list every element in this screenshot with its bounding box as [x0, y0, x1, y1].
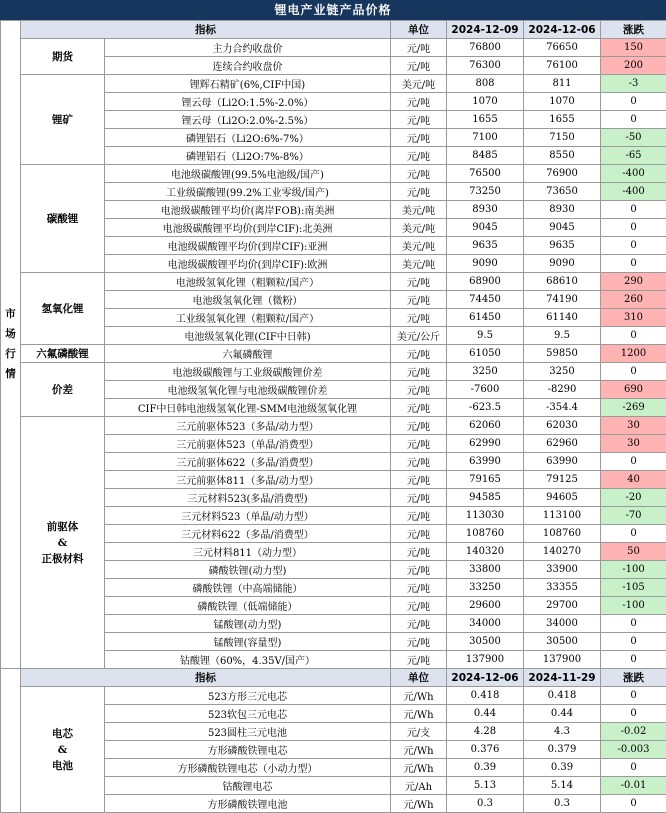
unit-cell: 元/吨 [391, 453, 447, 471]
change-cell: 0 [601, 453, 666, 471]
value-date2: 33355 [524, 579, 601, 597]
header-name: 指标 [21, 669, 391, 687]
unit-cell: 元/吨 [391, 183, 447, 201]
change-cell: -400 [601, 165, 666, 183]
indicator-name: 电池级氢氧化锂(CIF中日韩) [105, 327, 391, 345]
unit-cell: 美元/吨 [391, 219, 447, 237]
category-line: 正极材料 [23, 551, 102, 567]
indicator-name: 磷锂铝石（Li2O:7%-8%） [105, 147, 391, 165]
change-cell: 0 [601, 651, 666, 669]
value-date1: 63990 [447, 453, 524, 471]
unit-cell: 元/吨 [391, 273, 447, 291]
value-date2: 1655 [524, 111, 601, 129]
unit-cell: 元/吨 [391, 579, 447, 597]
header-unit: 单位 [391, 669, 447, 687]
unit-cell: 美元/公斤 [391, 327, 447, 345]
unit-cell: 元/吨 [391, 165, 447, 183]
value-date2: 3250 [524, 363, 601, 381]
change-cell: 260 [601, 291, 666, 309]
unit-cell: 元/吨 [391, 291, 447, 309]
value-date2: 68610 [524, 273, 601, 291]
unit-cell: 元/吨 [391, 525, 447, 543]
header-name: 指标 [21, 21, 391, 39]
indicator-name: 磷酸铁锂（低端储能） [105, 597, 391, 615]
change-cell: -0.003 [601, 741, 666, 759]
table-row [1, 417, 666, 435]
unit-cell: 元/吨 [391, 471, 447, 489]
indicator-name: 三元前驱体523（单晶/消费型） [105, 435, 391, 453]
value-date1: 0.44 [447, 705, 524, 723]
category-line: 前驱体 [23, 519, 102, 535]
change-cell: 0 [601, 615, 666, 633]
change-cell: 0 [601, 255, 666, 273]
value-date2: 76900 [524, 165, 601, 183]
side-label [1, 669, 21, 813]
value-date2: 9045 [524, 219, 601, 237]
header-date2: 2024-11-29 [524, 669, 601, 687]
change-cell: 0 [601, 201, 666, 219]
unit-cell: 元/吨 [391, 39, 447, 57]
value-date2: 113100 [524, 507, 601, 525]
side-label [1, 21, 21, 669]
value-date1: 30500 [447, 633, 524, 651]
change-cell: 0 [601, 93, 666, 111]
unit-cell: 元/Wh [391, 687, 447, 705]
indicator-name: 三元前驱体523（多晶/动力型） [105, 417, 391, 435]
change-cell: 0 [601, 633, 666, 651]
value-date2: 0.418 [524, 687, 601, 705]
indicator-name: 钴酸锂（60%，4.35V/国产） [105, 651, 391, 669]
value-date2: 79125 [524, 471, 601, 489]
unit-cell: 元/吨 [391, 381, 447, 399]
category-cell [21, 417, 105, 669]
value-date1: 5.13 [447, 777, 524, 795]
value-date1: 1070 [447, 93, 524, 111]
value-date2: 5.14 [524, 777, 601, 795]
report-title: 锂电产业链产品价格 [0, 0, 666, 20]
indicator-name: 电池级碳酸锂平均价(到岸CIF):亚洲 [105, 237, 391, 255]
value-date2: 59850 [524, 345, 601, 363]
change-cell: 40 [601, 471, 666, 489]
indicator-name: 锂云母（Li2O:1.5%-2.0%） [105, 93, 391, 111]
value-date2: 0.39 [524, 759, 601, 777]
change-cell: 0 [601, 525, 666, 543]
value-date2: 9090 [524, 255, 601, 273]
value-date2: 7150 [524, 129, 601, 147]
unit-cell: 元/吨 [391, 561, 447, 579]
value-date2: 1070 [524, 93, 601, 111]
category-cell: 锂矿 [21, 75, 105, 165]
change-cell: 0 [601, 705, 666, 723]
unit-cell: 元/吨 [391, 507, 447, 525]
unit-cell: 美元/吨 [391, 237, 447, 255]
value-date2: 63990 [524, 453, 601, 471]
value-date1: 8485 [447, 147, 524, 165]
change-cell: -0.01 [601, 777, 666, 795]
value-date1: 7100 [447, 129, 524, 147]
indicator-name: 连续合约收盘价 [105, 57, 391, 75]
change-cell: 290 [601, 273, 666, 291]
category-cell: 六氟磷酸锂 [21, 345, 105, 363]
indicator-name: 锂辉石精矿(6%,CIF中国) [105, 75, 391, 93]
change-cell: 0 [601, 759, 666, 777]
header-row [1, 669, 666, 687]
value-date1: -7600 [447, 381, 524, 399]
value-date1: 3250 [447, 363, 524, 381]
unit-cell: 元/Wh [391, 759, 447, 777]
change-cell: -50 [601, 129, 666, 147]
value-date1: 9045 [447, 219, 524, 237]
unit-cell: 元/吨 [391, 363, 447, 381]
value-date1: 1655 [447, 111, 524, 129]
change-cell: 0 [601, 327, 666, 345]
value-date2: 61140 [524, 309, 601, 327]
price-table-cells [0, 668, 666, 813]
unit-cell: 元/吨 [391, 93, 447, 111]
unit-cell: 元/吨 [391, 633, 447, 651]
indicator-name: CIF中日韩电池级氢氧化锂-SMM电池级氢氧化锂 [105, 399, 391, 417]
category-cell [21, 687, 105, 813]
unit-cell: 元/Ah [391, 777, 447, 795]
change-cell: -100 [601, 597, 666, 615]
unit-cell: 元/吨 [391, 111, 447, 129]
indicator-name: 工业级氢氧化锂（粗颗粒/国产） [105, 309, 391, 327]
indicator-name: 523方形三元电芯 [105, 687, 391, 705]
change-cell: 0 [601, 219, 666, 237]
value-date1: 9090 [447, 255, 524, 273]
indicator-name: 电池级氢氧化锂（粗颗粒/国产） [105, 273, 391, 291]
indicator-name: 三元前驱体622（多晶/消费型） [105, 453, 391, 471]
value-date1: 73250 [447, 183, 524, 201]
header-date1: 2024-12-06 [447, 669, 524, 687]
value-date2: 137900 [524, 651, 601, 669]
change-cell: -105 [601, 579, 666, 597]
value-date1: 76300 [447, 57, 524, 75]
unit-cell: 元/吨 [391, 651, 447, 669]
value-date1: 9.5 [447, 327, 524, 345]
value-date1: 33800 [447, 561, 524, 579]
indicator-name: 三元前驱体811（多晶/动力型） [105, 471, 391, 489]
value-date1: 0.39 [447, 759, 524, 777]
value-date1: 76500 [447, 165, 524, 183]
change-cell: -269 [601, 399, 666, 417]
change-cell: -65 [601, 147, 666, 165]
indicator-name: 锰酸锂(容量型) [105, 633, 391, 651]
unit-cell: 元/吨 [391, 399, 447, 417]
value-date2: 29700 [524, 597, 601, 615]
value-date1: 76800 [447, 39, 524, 57]
header-unit: 单位 [391, 21, 447, 39]
category-line: & [23, 535, 102, 551]
change-cell: 690 [601, 381, 666, 399]
unit-cell: 美元/吨 [391, 255, 447, 273]
header-date1: 2024-12-09 [447, 21, 524, 39]
value-date1: 62060 [447, 417, 524, 435]
value-date2: 0.44 [524, 705, 601, 723]
category-cell: 价差 [21, 363, 105, 417]
price-table-main [0, 20, 666, 669]
indicator-name: 电池级碳酸锂平均价(离岸FOB):南美洲 [105, 201, 391, 219]
value-date2: 9.5 [524, 327, 601, 345]
indicator-name: 三元材料523(多晶/消费型) [105, 489, 391, 507]
category-line: 电池 [23, 758, 102, 774]
indicator-name: 锂云母（Li2O:2.0%-2.5%） [105, 111, 391, 129]
unit-cell: 元/支 [391, 723, 447, 741]
unit-cell: 元/吨 [391, 435, 447, 453]
indicator-name: 电池级碳酸锂与工业级碳酸锂价差 [105, 363, 391, 381]
table-row [1, 75, 666, 93]
unit-cell: 美元/吨 [391, 75, 447, 93]
indicator-name: 三元材料811（动力型） [105, 543, 391, 561]
value-date1: 74450 [447, 291, 524, 309]
change-cell: 30 [601, 417, 666, 435]
value-date1: 140320 [447, 543, 524, 561]
category-line: 电芯 [23, 726, 102, 742]
unit-cell: 元/Wh [391, 795, 447, 813]
unit-cell: 元/吨 [391, 489, 447, 507]
indicator-name: 三元材料523（单晶/动力型） [105, 507, 391, 525]
unit-cell: 元/吨 [391, 417, 447, 435]
value-date2: 73650 [524, 183, 601, 201]
unit-cell: 元/Wh [391, 741, 447, 759]
category-cell: 期货 [21, 39, 105, 75]
indicator-name: 方形磷酸铁锂电芯（小动力型） [105, 759, 391, 777]
value-date2: 9635 [524, 237, 601, 255]
value-date1: 29600 [447, 597, 524, 615]
indicator-name: 锰酸锂(动力型) [105, 615, 391, 633]
indicator-name: 电池级氢氧化锂（微粉） [105, 291, 391, 309]
change-cell: 0 [601, 237, 666, 255]
indicator-name: 工业级碳酸锂(99.2%工业零级/国产) [105, 183, 391, 201]
unit-cell: 元/吨 [391, 129, 447, 147]
value-date2: 8550 [524, 147, 601, 165]
table-row [1, 165, 666, 183]
indicator-name: 方形磷酸铁锂电池 [105, 795, 391, 813]
change-cell: -0.02 [601, 723, 666, 741]
value-date2: 8930 [524, 201, 601, 219]
change-cell: -70 [601, 507, 666, 525]
unit-cell: 元/吨 [391, 543, 447, 561]
value-date2: -354.4 [524, 399, 601, 417]
value-date2: 94605 [524, 489, 601, 507]
table-row [1, 39, 666, 57]
value-date2: 140270 [524, 543, 601, 561]
value-date1: 61050 [447, 345, 524, 363]
value-date1: 137900 [447, 651, 524, 669]
indicator-name: 电池级氢氧化锂与电池级碳酸锂价差 [105, 381, 391, 399]
value-date1: 808 [447, 75, 524, 93]
value-date1: 8930 [447, 201, 524, 219]
value-date2: 0.379 [524, 741, 601, 759]
value-date2: -8290 [524, 381, 601, 399]
unit-cell: 元/吨 [391, 147, 447, 165]
change-cell: -100 [601, 561, 666, 579]
indicator-name: 磷锂铝石（Li2O:6%-7%） [105, 129, 391, 147]
value-date2: 0.3 [524, 795, 601, 813]
value-date1: 9635 [447, 237, 524, 255]
unit-cell: 元/吨 [391, 57, 447, 75]
unit-cell: 元/吨 [391, 615, 447, 633]
header-change: 涨跌 [601, 21, 666, 39]
change-cell: 0 [601, 363, 666, 381]
value-date1: 108760 [447, 525, 524, 543]
category-cell: 氢氧化锂 [21, 273, 105, 345]
unit-cell: 元/Wh [391, 705, 447, 723]
change-cell: 310 [601, 309, 666, 327]
value-date1: 79165 [447, 471, 524, 489]
change-cell: 0 [601, 687, 666, 705]
value-date1: -623.5 [447, 399, 524, 417]
value-date1: 0.418 [447, 687, 524, 705]
value-date2: 4.3 [524, 723, 601, 741]
value-date2: 811 [524, 75, 601, 93]
table-row [1, 687, 666, 705]
indicator-name: 三元材料622（多晶/消费型） [105, 525, 391, 543]
value-date1: 68900 [447, 273, 524, 291]
value-date2: 108760 [524, 525, 601, 543]
table-row [1, 273, 666, 291]
change-cell: 0 [601, 795, 666, 813]
indicator-name: 六氟磷酸锂 [105, 345, 391, 363]
side-label-text: 市场行情 [5, 304, 17, 384]
value-date1: 61450 [447, 309, 524, 327]
value-date1: 4.28 [447, 723, 524, 741]
indicator-name: 电池级碳酸锂平均价(到岸CIF):北美洲 [105, 219, 391, 237]
value-date2: 62960 [524, 435, 601, 453]
value-date1: 94585 [447, 489, 524, 507]
header-row [1, 21, 666, 39]
change-cell: -3 [601, 75, 666, 93]
value-date1: 113030 [447, 507, 524, 525]
value-date2: 76650 [524, 39, 601, 57]
table-row [1, 363, 666, 381]
value-date1: 0.3 [447, 795, 524, 813]
value-date2: 74190 [524, 291, 601, 309]
change-cell: -20 [601, 489, 666, 507]
unit-cell: 元/吨 [391, 345, 447, 363]
value-date1: 34000 [447, 615, 524, 633]
change-cell: 0 [601, 111, 666, 129]
header-change: 涨跌 [601, 669, 666, 687]
change-cell: 1200 [601, 345, 666, 363]
value-date2: 62030 [524, 417, 601, 435]
value-date1: 33250 [447, 579, 524, 597]
category-line: & [23, 742, 102, 758]
table-row [1, 345, 666, 363]
value-date2: 34000 [524, 615, 601, 633]
indicator-name: 磷酸铁锂（中高端储能） [105, 579, 391, 597]
change-cell: 50 [601, 543, 666, 561]
change-cell: -400 [601, 183, 666, 201]
value-date2: 76100 [524, 57, 601, 75]
value-date2: 33900 [524, 561, 601, 579]
indicator-name: 主力合约收盘价 [105, 39, 391, 57]
change-cell: 200 [601, 57, 666, 75]
category-cell: 碳酸锂 [21, 165, 105, 273]
value-date1: 0.376 [447, 741, 524, 759]
indicator-name: 电池级碳酸锂平均价(到岸CIF):欧洲 [105, 255, 391, 273]
unit-cell: 美元/吨 [391, 201, 447, 219]
indicator-name: 523圆柱三元电池 [105, 723, 391, 741]
unit-cell: 元/吨 [391, 309, 447, 327]
indicator-name: 523软包三元电芯 [105, 705, 391, 723]
header-date2: 2024-12-06 [524, 21, 601, 39]
indicator-name: 钴酸锂电芯 [105, 777, 391, 795]
value-date1: 62990 [447, 435, 524, 453]
unit-cell: 元/吨 [391, 597, 447, 615]
indicator-name: 磷酸铁锂(动力型) [105, 561, 391, 579]
indicator-name: 电池级碳酸锂(99.5%电池级/国产) [105, 165, 391, 183]
change-cell: 150 [601, 39, 666, 57]
value-date2: 30500 [524, 633, 601, 651]
indicator-name: 方形磷酸铁锂电芯 [105, 741, 391, 759]
change-cell: 30 [601, 435, 666, 453]
